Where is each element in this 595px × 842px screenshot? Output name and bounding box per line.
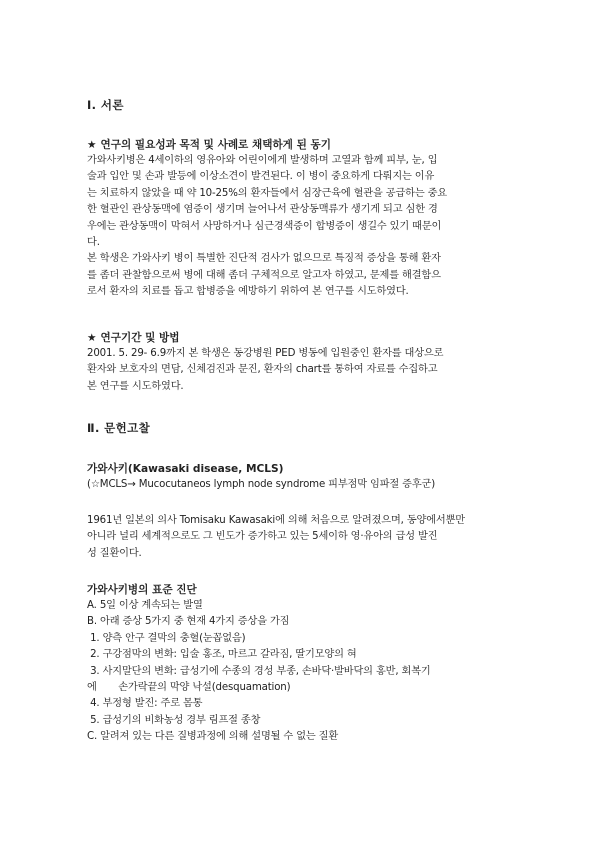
list-item: 5. 급성기의 비화농성 경부 림프절 종창 (87, 714, 261, 726)
list-item: 에 손가락끝의 막양 낙설(desquamation) (87, 682, 291, 694)
text-line: 한 혈관인 관상동맥에 염증이 생기며 늘어나서 관상동맥류가 생기게 되고 심한 경 (87, 204, 438, 216)
section-2-heading: Ⅱ. 문헌고찰 (87, 421, 151, 435)
text-line: 술과 입안 및 손과 발등에 이상소견이 발견된다. 이 병이 중요하게 다뤄지는 이유 (87, 171, 435, 183)
star-icon: ★ (87, 139, 97, 151)
paragraph-method (87, 346, 519, 395)
sub-heading-method-text: 연구기간 및 방법 (100, 332, 180, 344)
definition-subtitle (87, 477, 519, 493)
sub-heading-purpose (87, 137, 331, 152)
paragraph-history (87, 513, 519, 562)
list-item: 1. 양측 안구 결막의 충혈(눈꼽없음) (87, 632, 246, 644)
list-item: 3. 사지말단의 변화: 급성기에 수종의 경성 부종, 손바닥·발바닥의 홍반, 회복기 (87, 665, 431, 677)
definition-title: 가와사키(Kawasaki disease, MCLS) (87, 463, 284, 475)
text-line: 1961년 일본의 의사 Tomisaku Kawasaki에 의해 처음으로 알려졌으며, 동양에서뿐만 (87, 515, 465, 526)
star-icon: ★ (87, 332, 97, 344)
text-line: 아니라 널리 세계적으로도 그 빈도가 증가하고 있는 5세이하 영·유아의 급성 발진 (87, 531, 438, 543)
text-line: 환자와 보호자의 면담, 신체검진과 문진, 환자의 chart를 통하여 자료를 수집하고 (87, 364, 438, 376)
text-line: 2001. 5. 29- 6.9까지 본 학생은 동강병원 PED 병동에 입원중인 환자를 대상으로 (87, 348, 444, 359)
list-item: 2. 구강점막의 변화: 입술 홍조, 마르고 갈라짐, 딸기모양의 혀 (87, 649, 357, 661)
list-item: A. 5일 이상 계속되는 발열 (87, 600, 203, 611)
text-line: 성 질환이다. (87, 547, 142, 559)
text-line: (☆MCLS→ Mucocutaneos lymph node syndrome 피부점막 임파절 증후군) (87, 479, 436, 490)
list-item: B. 아래 증상 5가지 중 현재 4가지 증상을 가짐 (87, 616, 290, 628)
text-line: 다. (87, 237, 100, 249)
sub-heading-method (87, 330, 180, 345)
text-line: 우에는 관상동맥이 막혀서 사망하거나 심근경색증이 합병증이 생길수 있기 때문이 (87, 220, 442, 232)
sub-heading-purpose-text: 연구의 필요성과 목적 및 사례로 채택하게 된 동기 (100, 139, 331, 151)
section-1-heading: Ⅰ. 서론 (87, 98, 124, 112)
diagnosis-title: 가와사키병의 표준 진단 (87, 584, 197, 596)
diagnosis-list (87, 598, 519, 746)
list-item: 4. 부정형 발진: 주로 몸통 (87, 698, 203, 710)
paragraph-background (87, 153, 519, 301)
text-line: 본 연구를 시도하였다. (87, 380, 184, 392)
text-line: 가와사키병은 4세이하의 영유아와 어린이에게 발생하며 고열과 함께 피부, 눈, 입 (87, 155, 438, 166)
text-line: 본 학생은 가와사키 병이 특별한 진단적 검사가 없으므로 특징적 증상을 통해 환자 (87, 253, 441, 265)
text-line: 는 치료하지 않았을 때 약 10-25%의 환자들에서 심장근육에 혈관을 공급하는 중요 (87, 187, 447, 199)
list-item: C. 알려져 있는 다른 질병과정에 의해 설명될 수 없는 질환 (87, 731, 339, 743)
text-line: 로서 환자의 치료를 돕고 합병증을 예방하기 위하여 본 연구를 시도하였다. (87, 286, 409, 298)
text-line: 를 좀더 관찰함으로써 병에 대해 좀더 구체적으로 알고자 하였고, 문제를 해결함으 (87, 269, 441, 281)
